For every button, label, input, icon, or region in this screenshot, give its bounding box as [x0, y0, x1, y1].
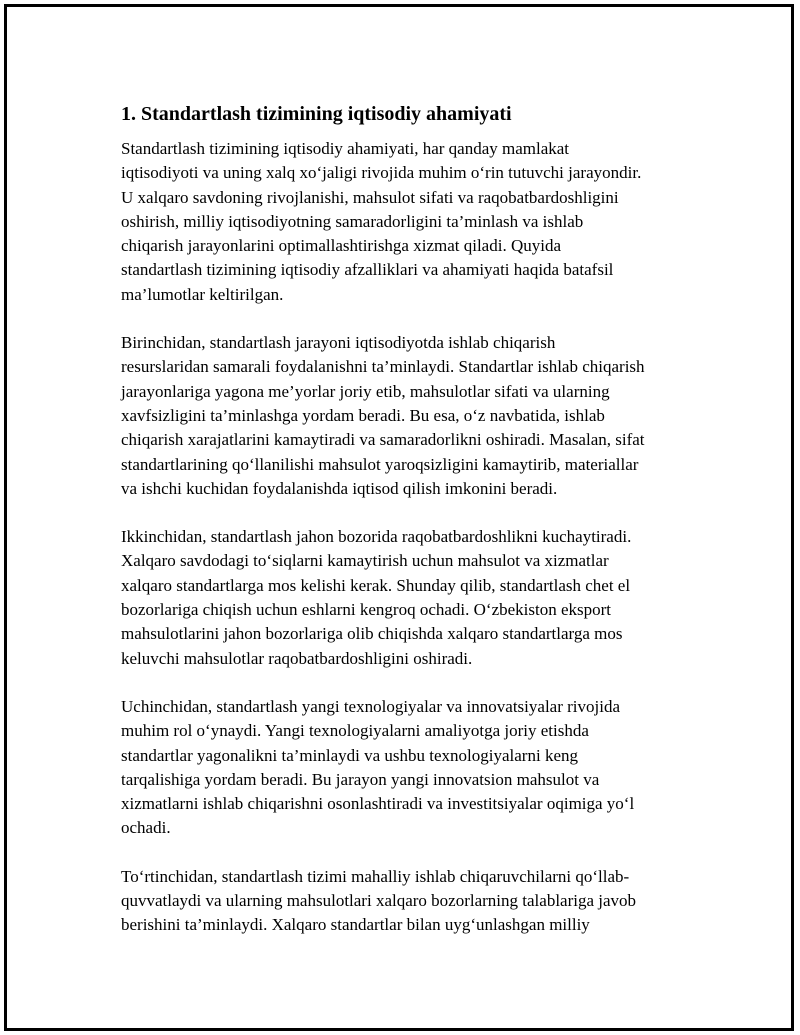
document-body — [121, 101, 695, 962]
text-line: mahsulotlarini jahon bozorlariga olib chiqishda xalqaro standartlarga mos — [121, 624, 623, 644]
text-line: tarqalishiga yordam beradi. Bu jarayon yangi innovatsion mahsulot va — [121, 769, 600, 789]
text-line: oshirish, milliy iqtisodiyotning samaradorligini ta’minlash va ishlab — [121, 211, 584, 231]
text-line: Xalqaro savdodagi to‘siqlarni kamaytirish uchun mahsulot va xizmatlar — [121, 551, 609, 571]
text-line: standartlar yagonalikni ta’minlaydi va ushbu texnologiyalarni keng — [121, 745, 578, 765]
text-line: va ishchi kuchidan foydalanishda iqtisod qilish imkonini beradi. — [121, 478, 558, 498]
text-line: standartlash tizimining iqtisodiy afzalliklari va ahamiyati haqida batafsil — [121, 260, 614, 280]
text-line: xavfsizligini ta’minlashga yordam beradi. Bu esa, o‘z navbatida, ishlab — [121, 405, 605, 425]
paragraph-intro — [121, 137, 695, 307]
paragraph-fourth — [121, 865, 695, 938]
text-line: chiqarish jarayonlarini optimallashtirishga xizmat qiladi. Quyida — [121, 236, 561, 256]
text-line: xizmatlarni ishlab chiqarishni osonlashtiradi va investitsiyalar oqimiga yo‘l — [121, 794, 635, 814]
text-line: berishini ta’minlaydi. Xalqaro standartlar bilan uyg‘unlashgan milliy — [121, 915, 590, 935]
section-heading: 1. Standartlash tizimining iqtisodiy ahamiyati — [121, 103, 512, 125]
text-line: To‘rtinchidan, standartlash tizimi mahalliy ishlab chiqaruvchilarni qo‘llab- — [121, 866, 630, 886]
text-line: Uchinchidan, standartlash yangi texnologiyalar va innovatsiyalar rivojida — [121, 696, 620, 716]
page-border — [4, 4, 794, 1031]
text-line: standartlarining qo‘llanilishi mahsulot yaroqsizligini kamaytirib, materiallar — [121, 454, 639, 474]
text-line: resurslaridan samarali foydalanishni ta’minlaydi. Standartlar ishlab chiqarish — [121, 357, 645, 377]
text-line: iqtisodiyoti va uning xalq xo‘jaligi rivojida muhim o‘rin tutuvchi jarayondir. — [121, 163, 642, 183]
text-line: jarayonlariga yagona me’yorlar joriy etib, mahsulotlar sifati va ularning — [121, 381, 610, 401]
text-line: muhim rol o‘ynaydi. Yangi texnologiyalarni amaliyotga joriy etishda — [121, 721, 589, 741]
paragraph-second — [121, 525, 695, 671]
text-line: ochadi. — [121, 818, 171, 838]
text-line: Ikkinchidan, standartlash jahon bozorida raqobatbardoshlikni kuchaytiradi. — [121, 527, 632, 547]
text-line: Standartlash tizimining iqtisodiy ahamiyati, har qanday mamlakat — [121, 139, 570, 158]
paragraph-first — [121, 331, 695, 501]
text-line: U xalqaro savdoning rivojlanishi, mahsulot sifati va raqobatbardoshligini — [121, 187, 619, 207]
text-line: quvvatlaydi va ularning mahsulotlari xalqaro bozorlarning talablariga javob — [121, 891, 637, 911]
text-line: chiqarish xarajatlarini kamaytiradi va samaradorlikni oshiradi. Masalan, sifat — [121, 430, 645, 450]
text-line: ma’lumotlar keltirilgan. — [121, 284, 284, 304]
paragraph-third — [121, 695, 695, 841]
text-line: Birinchidan, standartlash jarayoni iqtisodiyotda ishlab chiqarish — [121, 333, 556, 353]
text-line: keluvchi mahsulotlar raqobatbardoshligini oshiradi. — [121, 648, 473, 668]
text-line: bozorlariga chiqish uchun eshlarni kengroq ochadi. O‘zbekiston eksport — [121, 600, 612, 620]
text-line: xalqaro standartlarga mos kelishi kerak. Shunday qilib, standartlash chet el — [121, 575, 631, 595]
